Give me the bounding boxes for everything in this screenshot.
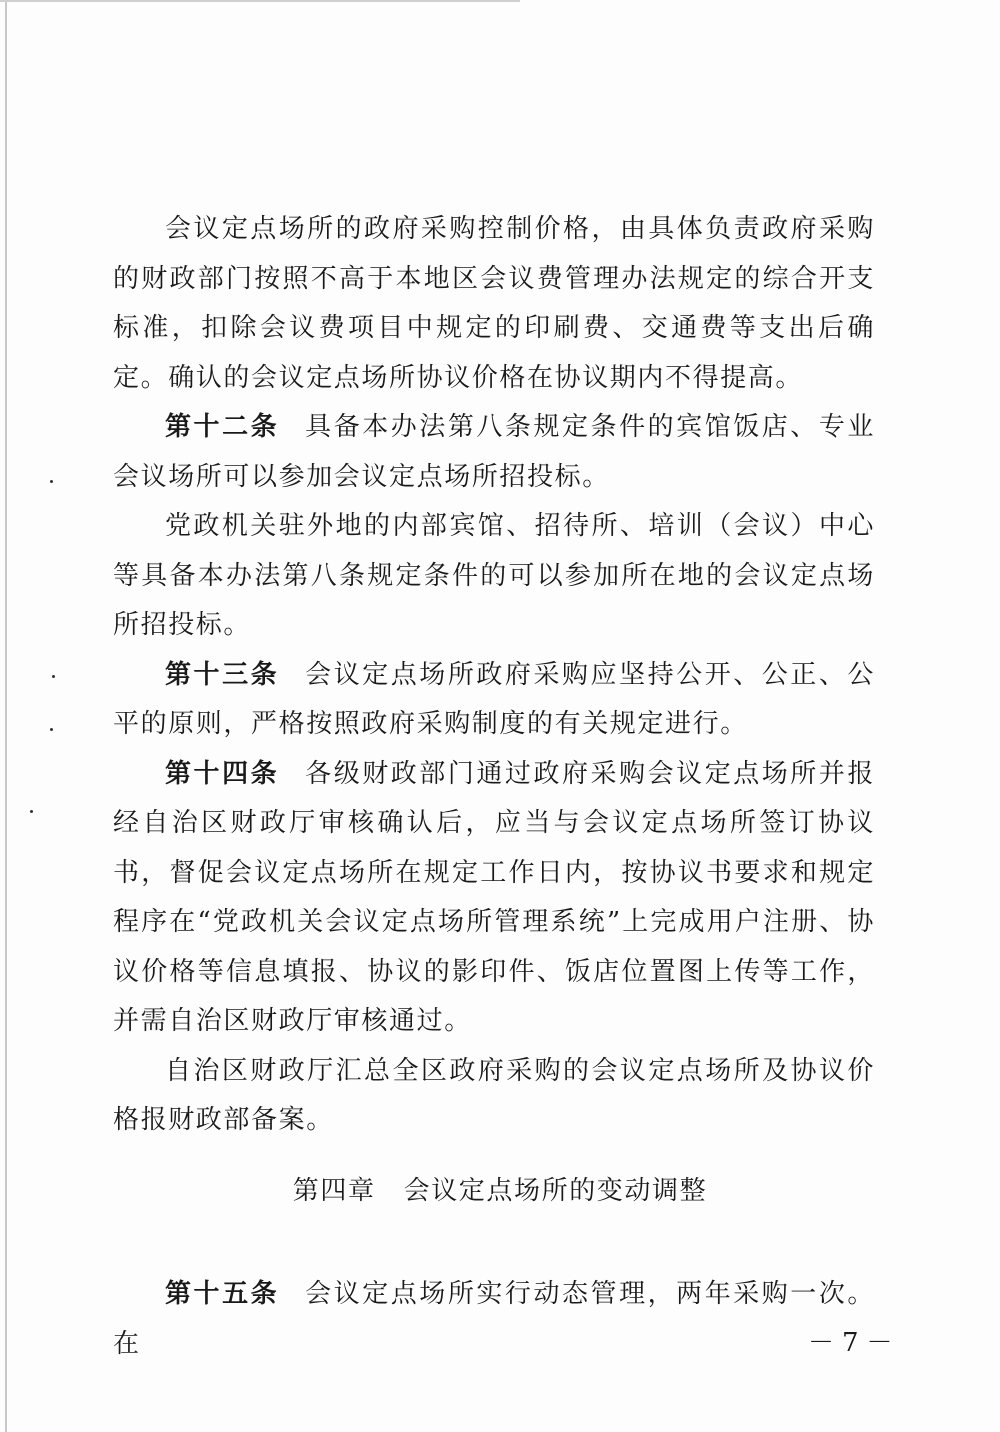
scan-speck xyxy=(50,728,53,731)
paragraph-text: 党政机关驻外地的内部宾馆、招待所、培训（会议）中心等具备本办法第八条规定条件的可以参加所在地的会议定点场所招投标。 xyxy=(113,511,875,640)
chapter-title: 会议定点场所的变动调整 xyxy=(403,1176,708,1206)
scan-speck xyxy=(52,675,55,678)
paragraph xyxy=(113,205,875,403)
paragraph xyxy=(113,750,875,1047)
paragraph-text: 会议定点场所实行动态管理，两年采购一次。在 xyxy=(113,1279,875,1359)
article-number: 第十五条 xyxy=(165,1279,280,1309)
article-number: 第十四条 xyxy=(165,758,280,789)
paragraph-text: 会议定点场所政府采购应坚持公开、公正、公平的原则，严格按照政府采购制度的有关规定进行。 xyxy=(113,659,875,739)
scan-top-line xyxy=(0,0,520,2)
paragraph xyxy=(113,403,875,502)
chapter-heading xyxy=(0,1170,1000,1207)
scan-edge-line xyxy=(5,0,7,1432)
body-text-continued xyxy=(113,1270,875,1369)
paragraph-text: 具备本办法第八条规定条件的宾馆饭店、专业会议场所可以参加会议定点场所招投标。 xyxy=(113,412,875,492)
chapter-number: 第四章 xyxy=(292,1176,376,1206)
paragraph xyxy=(113,1047,875,1146)
article-number: 第十二条 xyxy=(165,412,280,442)
scan-speck xyxy=(50,480,53,483)
page-number: －7－ xyxy=(808,1328,901,1358)
paragraph-text: 会议定点场所的政府采购控制价格，由具体负责政府采购的财政部门按照不高于本地区会议费管理办法规定的综合开支标准，扣除会议费项目中规定的印刷费、交通费等支出后确定。确认的会议定点场所协议价格在协议期内不得提高。 xyxy=(113,214,875,393)
scan-speck xyxy=(30,810,33,813)
paragraph xyxy=(113,651,875,750)
paragraph-text: 各级财政部门通过政府采购会议定点场所并报经自治区财政厅审核确认后，应当与会议定点场所签订协议书，督促会议定点场所在规定工作日内，按协议书要求和规定程序在“党政机关会议定点场所管理系统”上完成用户注册、协议价格等信息填报、协议的影印件、饭店位置图上传等工作，并需自治区财政厅审核通过。 xyxy=(113,758,875,1036)
article-number: 第十三条 xyxy=(165,659,280,690)
paragraph xyxy=(113,1270,875,1369)
paragraph xyxy=(113,502,875,651)
paragraph-text: 自治区财政厅汇总全区政府采购的会议定点场所及协议价格报财政部备案。 xyxy=(113,1055,875,1135)
body-text xyxy=(113,205,875,1146)
